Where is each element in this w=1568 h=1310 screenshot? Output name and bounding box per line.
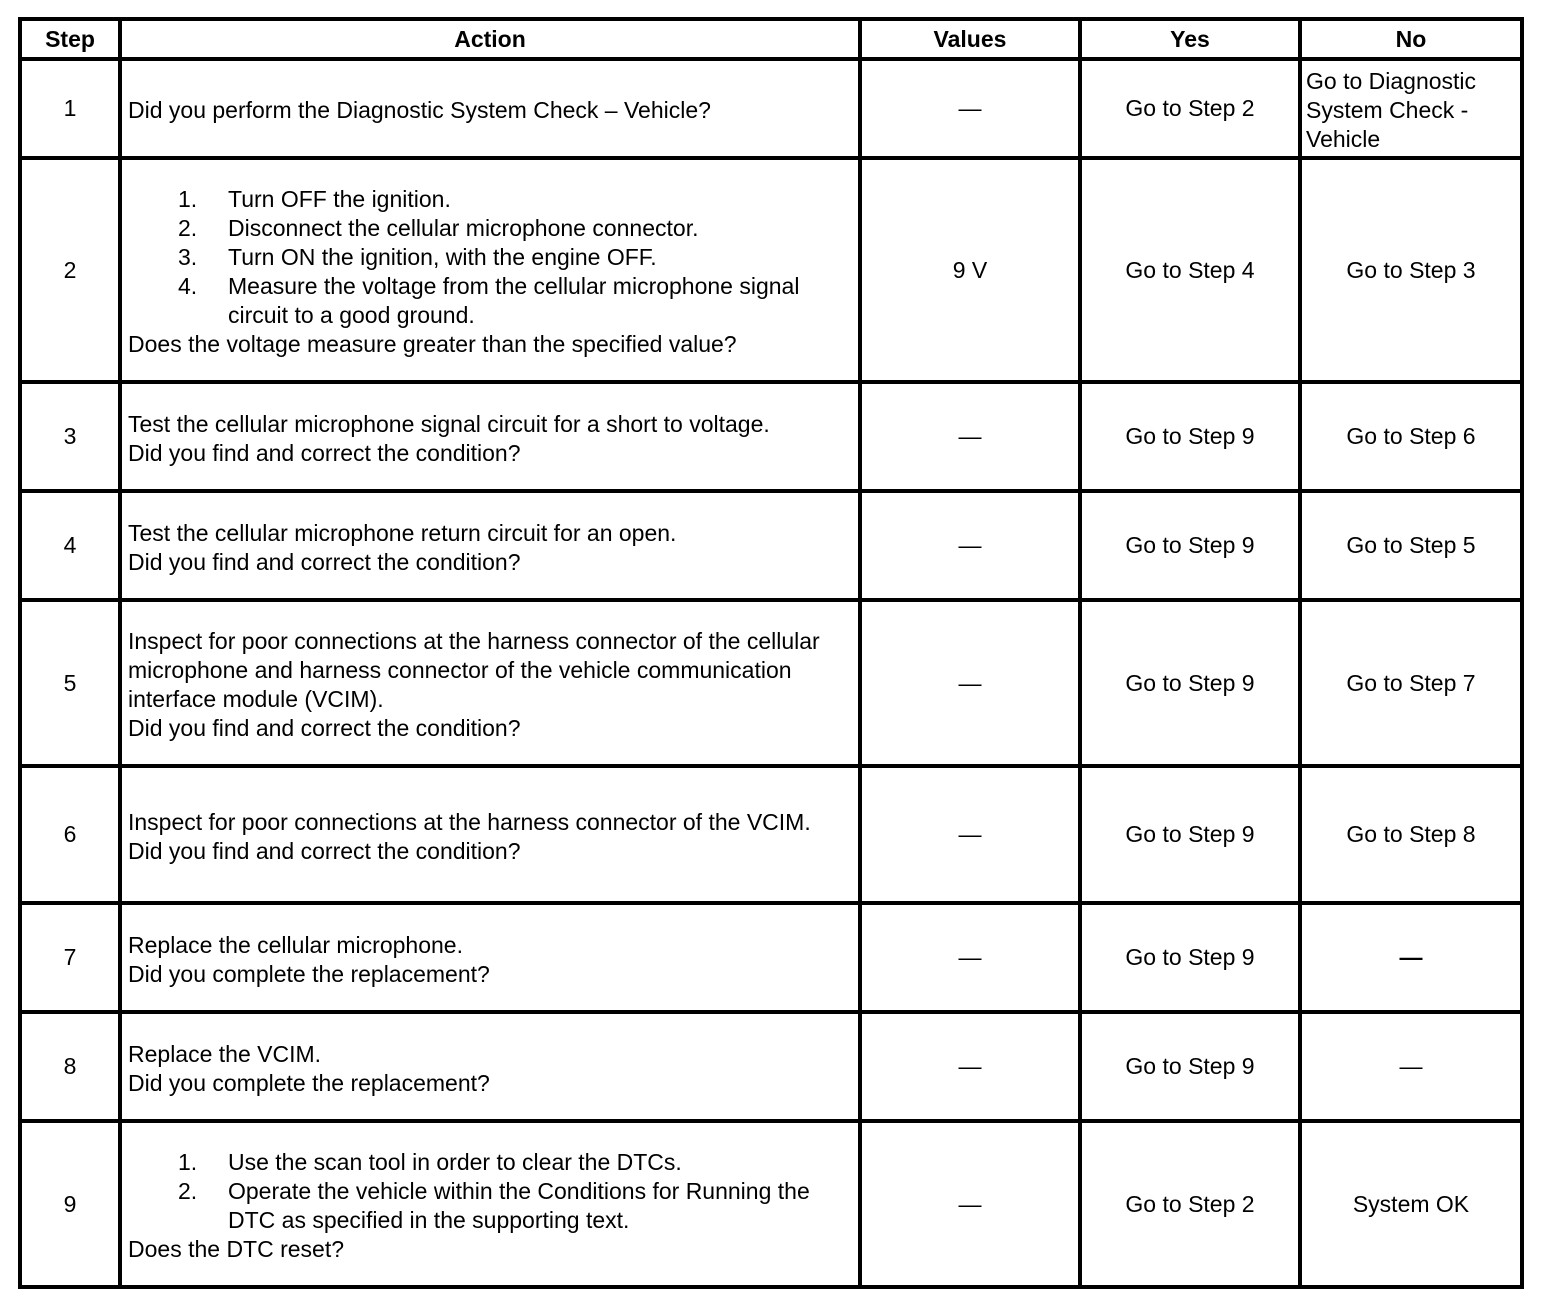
action-text: Test the cellular microphone signal circuit for a short to voltage. <box>128 410 770 437</box>
yes-cell <box>1080 59 1300 158</box>
yes-cell <box>1080 158 1300 382</box>
action-text: Inspect for poor connections at the harness connector of the VCIM. <box>128 808 811 835</box>
step-number: 4 <box>20 491 120 600</box>
action-text: Test the cellular microphone return circuit for an open. <box>128 519 677 546</box>
yes-cell <box>1080 766 1300 903</box>
step-number: 2 <box>20 158 120 382</box>
action-cell <box>120 59 860 158</box>
yes-text: Go to Step 9 <box>1125 532 1255 558</box>
step-number: 7 <box>20 903 120 1012</box>
action-cell <box>120 382 860 491</box>
action-text: Inspect for poor connections at the harness connector of the cellular microphone and harness connector of the vehicle communication interface module (VCIM). <box>128 628 820 712</box>
table-row <box>20 903 1522 1012</box>
list-item: 1. Turn OFF the ignition. <box>178 186 451 212</box>
action-cell <box>120 491 860 600</box>
table-row <box>20 1012 1522 1121</box>
value-cell: — <box>860 59 1080 158</box>
header-yes: Yes <box>1080 19 1300 59</box>
action-cell <box>120 766 860 903</box>
header-action: Action <box>120 19 860 59</box>
yes-cell <box>1080 1012 1300 1121</box>
no-text: Go to Diagnostic System Check - Vehicle <box>1306 68 1477 152</box>
action-cell <box>120 600 860 766</box>
value-cell: — <box>860 600 1080 766</box>
no-text: Go to Step 8 <box>1346 821 1476 847</box>
table-row <box>20 766 1522 903</box>
table-row <box>20 59 1522 158</box>
value-cell: — <box>860 382 1080 491</box>
list-item: 4. Measure the voltage from the cellular microphone signal circuit to a good ground. <box>178 273 800 328</box>
yes-cell <box>1080 1121 1300 1287</box>
no-cell <box>1300 59 1522 158</box>
header-step: Step <box>20 19 120 59</box>
yes-cell <box>1080 382 1300 491</box>
value-cell: — <box>860 903 1080 1012</box>
action-question: Did you find and correct the condition? <box>128 715 521 741</box>
diagnostic-table <box>18 17 1524 1289</box>
list-item: 1. Use the scan tool in order to clear the DTCs. <box>178 1149 682 1175</box>
no-text: Go to Step 5 <box>1346 532 1476 558</box>
step-number: 9 <box>20 1121 120 1287</box>
action-cell <box>120 1012 860 1121</box>
yes-text: Go to Step 9 <box>1125 821 1255 847</box>
table-row <box>20 1121 1522 1287</box>
no-cell <box>1300 600 1522 766</box>
list-item: 3. Turn ON the ignition, with the engine OFF. <box>178 244 657 270</box>
yes-text: Go to Step 2 <box>1125 1190 1255 1217</box>
table-row <box>20 382 1522 491</box>
step-number: 8 <box>20 1012 120 1121</box>
yes-text: Go to Step 9 <box>1125 944 1255 970</box>
action-steps-list <box>128 185 852 330</box>
action-text: Replace the VCIM. <box>128 1040 322 1067</box>
no-cell <box>1300 903 1522 1012</box>
yes-cell <box>1080 491 1300 600</box>
action-cell <box>120 1121 860 1287</box>
table-row <box>20 491 1522 600</box>
yes-text: Go to Step 9 <box>1125 669 1255 696</box>
action-question: Did you find and correct the condition? <box>128 439 521 466</box>
no-text: — <box>1399 1053 1423 1079</box>
action-question: Does the DTC reset? <box>128 1236 345 1262</box>
yes-text: Go to Step 9 <box>1125 1053 1255 1079</box>
action-text: Replace the cellular microphone. <box>128 931 463 958</box>
no-text: Go to Step 7 <box>1346 669 1476 696</box>
no-text: — <box>1399 944 1423 970</box>
header-no: No <box>1300 19 1522 59</box>
header-values: Values <box>860 19 1080 59</box>
diagnostic-table-container <box>18 17 1524 1289</box>
no-text: Go to Step 3 <box>1346 256 1476 283</box>
value-cell: — <box>860 766 1080 903</box>
no-text: System OK <box>1352 1190 1470 1217</box>
yes-text: Go to Step 9 <box>1125 423 1255 449</box>
action-cell <box>120 903 860 1012</box>
yes-cell <box>1080 600 1300 766</box>
value-cell: — <box>860 1012 1080 1121</box>
action-steps-list <box>128 1148 852 1235</box>
step-number: 1 <box>20 59 120 158</box>
no-cell <box>1300 491 1522 600</box>
no-cell <box>1300 766 1522 903</box>
table-row <box>20 600 1522 766</box>
action-cell <box>120 158 860 382</box>
no-cell <box>1300 158 1522 382</box>
value-cell: 9 V <box>860 158 1080 382</box>
no-cell <box>1300 1012 1522 1121</box>
list-item: 2. Disconnect the cellular microphone connector. <box>178 215 699 241</box>
action-question: Did you complete the replacement? <box>128 960 490 987</box>
no-text: Go to Step 6 <box>1346 423 1476 449</box>
action-question: Does the voltage measure greater than the specified value? <box>128 331 737 357</box>
step-number: 5 <box>20 600 120 766</box>
list-item: 2. Operate the vehicle within the Conditions for Running the DTC as specified in the supporting text. <box>178 1178 810 1233</box>
action-question: Did you complete the replacement? <box>128 1069 490 1096</box>
table-row <box>20 158 1522 382</box>
no-cell <box>1300 1121 1522 1287</box>
action-question: Did you find and correct the condition? <box>128 837 521 864</box>
value-cell: — <box>860 1121 1080 1287</box>
action-question: Did you find and correct the condition? <box>128 548 521 575</box>
value-cell: — <box>860 491 1080 600</box>
no-cell <box>1300 382 1522 491</box>
header-row <box>20 19 1522 59</box>
action-text: Did you perform the Diagnostic System Check – Vehicle? <box>128 97 711 123</box>
yes-cell <box>1080 903 1300 1012</box>
yes-text: Go to Step 4 <box>1125 256 1255 283</box>
yes-text: Go to Step 2 <box>1125 95 1255 121</box>
step-number: 6 <box>20 766 120 903</box>
step-number: 3 <box>20 382 120 491</box>
